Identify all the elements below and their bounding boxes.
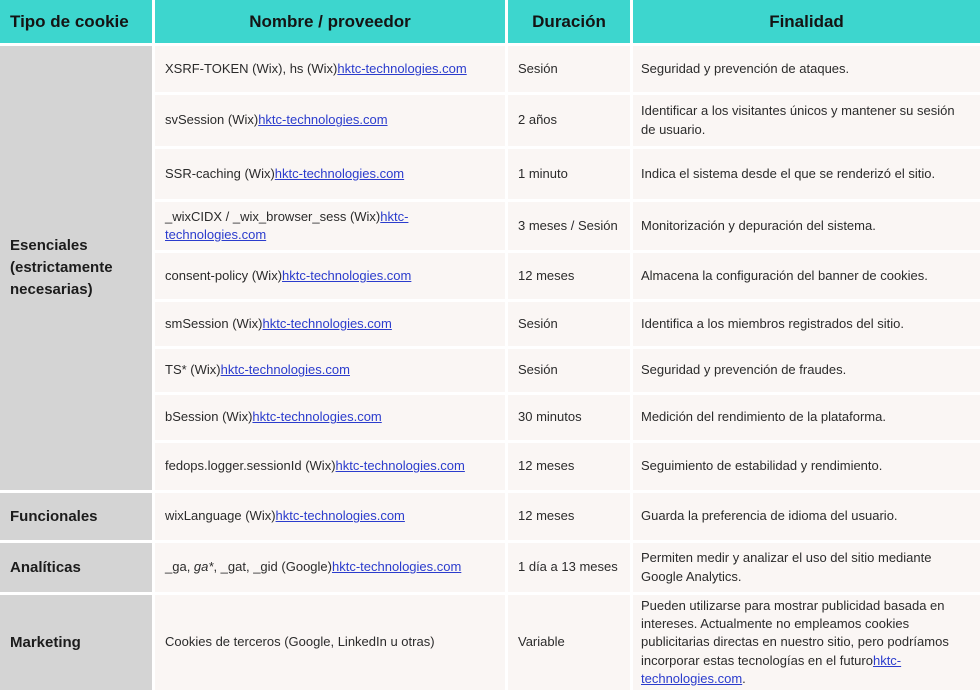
name-text: Cookies de terceros (Google, LinkedIn u otras) [165,634,435,650]
cookie-group-cell: Marketing [0,595,152,690]
cookie-name-cell [155,395,505,440]
name-text: TS* (Wix) [165,362,221,378]
purpose-text: Monitorización y depuración del sistema. [641,217,876,233]
cookie-duration-cell: 1 día a 13 meses [508,543,630,592]
cookie-group-cell: Analíticas [0,543,152,592]
cookie-duration-cell: 2 años [508,95,630,146]
domain-link[interactable]: hktc-technologies.com [282,267,412,283]
name-text: smSession (Wix) [165,315,263,331]
cookie-purpose-cell [633,349,980,392]
purpose-text: Seguridad y prevención de ataques. [641,60,850,76]
cookie-duration-cell: 12 meses [508,493,630,540]
cookie-purpose-cell [633,595,980,690]
name-text: XSRF-TOKEN (Wix), hs (Wix) [165,60,338,76]
cookie-purpose-cell [633,302,980,346]
cookie-duration-cell: 12 meses [508,443,630,490]
column-header-finalidad: Finalidad [633,0,980,43]
cookie-name-cell [155,493,505,540]
cookie-duration-cell: 12 meses [508,253,630,299]
cookie-duration-cell: 30 minutos [508,395,630,440]
cookie-purpose-cell [633,543,980,592]
name-text: wixLanguage (Wix) [165,508,276,524]
cookie-duration-cell: 1 minuto [508,149,630,199]
cookie-name-cell [155,443,505,490]
domain-link[interactable]: hktc-technologies.com [335,458,465,474]
column-header-duracion: Duración [508,0,630,43]
cookie-purpose-cell [633,253,980,299]
domain-link[interactable]: hktc-technologies.com [220,362,350,378]
domain-link[interactable]: hktc-technologies.com [262,315,392,331]
domain-link[interactable]: hktc-technologies.com [275,508,405,524]
cookie-name-cell [155,202,505,250]
column-header-tipo-de-cookie: Tipo de cookie [0,0,152,43]
cookie-purpose-cell [633,395,980,440]
purpose-text: Guarda la preferencia de idioma del usuario. [641,508,898,524]
domain-link[interactable]: hktc-technologies.com [337,60,467,76]
name-text: consent-policy (Wix) [165,267,283,283]
cookie-duration-cell: Sesión [508,46,630,92]
purpose-text: Seguridad y prevención de fraudes. [641,362,847,378]
name-text: svSession (Wix) [165,112,259,128]
purpose-text: Identificar a los visitantes únicos y mantener su sesión de usuario. [641,103,955,137]
cookie-group-cell: Esenciales (estrictamente necesarias) [0,46,152,490]
cookie-duration-cell: Sesión [508,349,630,392]
domain-link[interactable]: hktc-technologies.com [165,208,409,242]
cookie-name-cell [155,595,505,690]
domain-link[interactable]: hktc-technologies.com [641,652,902,686]
cookie-purpose-cell [633,202,980,250]
cookie-purpose-cell [633,95,980,146]
cookie-duration-cell: Sesión [508,302,630,346]
cookie-name-cell [155,349,505,392]
domain-link[interactable]: hktc-technologies.com [331,559,462,575]
cookie-group-cell: Funcionales [0,493,152,540]
name-text: , _gat, _gid (Google) [213,559,332,575]
purpose-text: Pueden utilizarse para mostrar publicidad basada en intereses. Actualmente no empleamos cookies publicitarias directas en nuestro sitio, pero podríamos incorporar estas tecnologías en el futuro [641,598,949,668]
name-text: _ga, [165,559,194,575]
domain-link[interactable]: hktc-technologies.com [252,409,382,425]
cookie-purpose-cell [633,443,980,490]
cookie-purpose-cell [633,493,980,540]
cookie-purpose-cell [633,46,980,92]
name-text: ga* [193,559,214,575]
name-text: fedops.logger.sessionId (Wix) [165,458,336,474]
domain-link[interactable]: hktc-technologies.com [274,165,405,181]
domain-link[interactable]: hktc-technologies.com [258,112,388,128]
purpose-text: Permiten medir y analizar el uso del sitio mediante Google Analytics. [641,550,932,584]
cookie-name-cell [155,46,505,92]
purpose-text: Seguimiento de estabilidad y rendimiento. [641,458,883,474]
name-text: _wixCIDX / _wix_browser_sess (Wix) [165,208,381,224]
cookie-duration-cell: 3 meses / Sesión [508,202,630,250]
cookie-name-cell [155,302,505,346]
name-text: SSR-caching (Wix) [165,165,275,181]
cookie-purpose-cell [633,149,980,199]
purpose-text: Medición del rendimiento de la plataforma. [641,409,886,425]
cookie-name-cell [155,95,505,146]
column-header-nombre-proveedor: Nombre / proveedor [155,0,505,43]
cookie-duration-cell: Variable [508,595,630,690]
purpose-text: Indica el sistema desde el que se renderizó el sitio. [641,165,936,181]
cookie-name-cell [155,543,505,592]
cookie-name-cell [155,149,505,199]
purpose-text: Almacena la configuración del banner de cookies. [641,267,928,283]
name-text: bSession (Wix) [165,409,253,425]
purpose-text: Identifica a los miembros registrados del sitio. [641,315,905,331]
cookie-name-cell [155,253,505,299]
purpose-text: . [742,670,746,686]
